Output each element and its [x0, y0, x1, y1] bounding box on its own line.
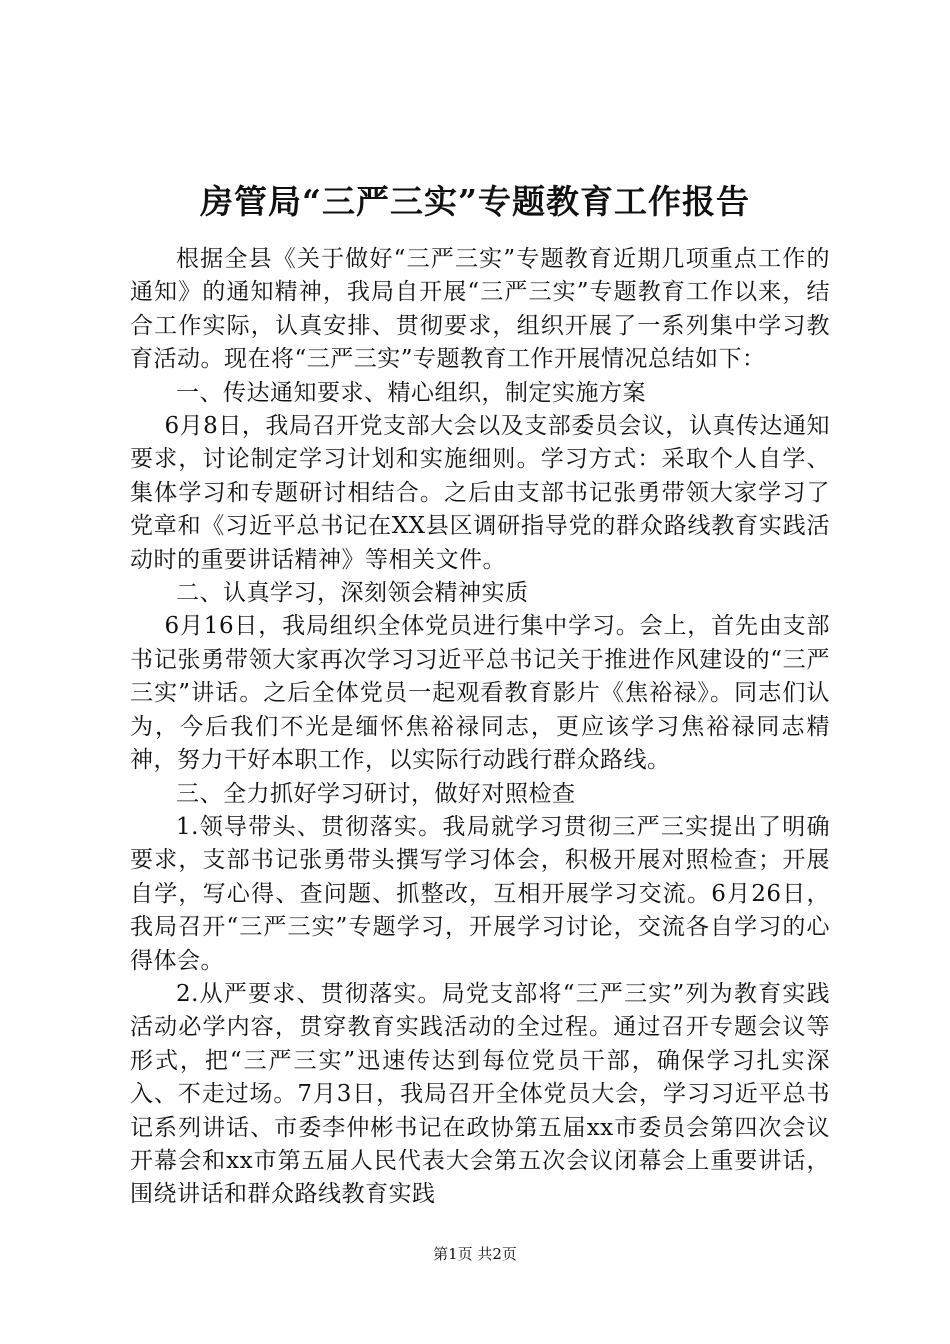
section-3-item-1: 1.领导带头、贯彻落实。我局就学习贯彻三严三实提出了明确要求，支部书记张勇带头撰写学习体会，积极开展对照检查；开展自学，写心得、查问题、抓整改，互相开展学习交流。6月26日，我局召开“三严三实”专题学习，开展学习讨论，交流各自学习的心得体会。: [130, 813, 830, 974]
document-body: [130, 243, 830, 1212]
page-footer: 第1页 共2页: [433, 1245, 517, 1263]
document-title: 房管局“三严三实”专题教育工作报告: [200, 182, 750, 221]
section-heading-1: 一、传达通知要求、精心组织，制定实施方案: [176, 379, 646, 406]
intro-paragraph: 根据全县《关于做好“三严三实”专题教育近期几项重点工作的通知》的通知精神，我局自开展“三严三实”专题教育工作以来，结合工作实际，认真安排、贯彻要求，组织开展了一系列集中学习教育活动。现在将“三严三实”专题教育工作开展情况总结如下：: [130, 246, 830, 373]
section-2-paragraph: 6月16日，我局组织全体党员进行集中学习。会上，首先由支部书记张勇带领大家再次学习习近平总书记关于推进作风建设的“三严三实”讲话。之后全体党员一起观看教育影片《焦裕禄》。同志们认为，今后我们不光是缅怀焦裕禄同志，更应该学习焦裕禄同志精神，努力干好本职工作，以实际行动践行群众路线。: [130, 613, 830, 774]
section-heading-3: 三、全力抓好学习研讨，做好对照检查: [176, 780, 576, 807]
section-3-item-2: 2.从严要求、贯彻落实。局党支部将“三严三实”列为教育实践活动必学内容，贯穿教育实践活动的全过程。通过召开专题会议等形式，把“三严三实”迅速传达到每位党员干部，确保学习扎实深入、不走过场。7月3日，我局召开全体党员大会，学习习近平总书记系列讲话、市委李仲彬书记在政协第五届xx市委员会第四次会议开幕会和xx市第五届人民代表大会第五次会议闭幕会上重要讲话，围绕讲话和群众路线教育实践: [130, 980, 830, 1208]
section-heading-2: 二、认真学习，深刻领会精神实质: [176, 580, 529, 607]
section-1-paragraph: 6月8日，我局召开党支部大会以及支部委员会议，认真传达通知要求，讨论制定学习计划和实施细则。学习方式：采取个人自学、集体学习和专题研讨相结合。之后由支部书记张勇带领大家学习了党章和《习近平总书记在XX县区调研指导党的群众路线教育实践活动时的重要讲话精神》等相关文件。: [130, 413, 830, 573]
